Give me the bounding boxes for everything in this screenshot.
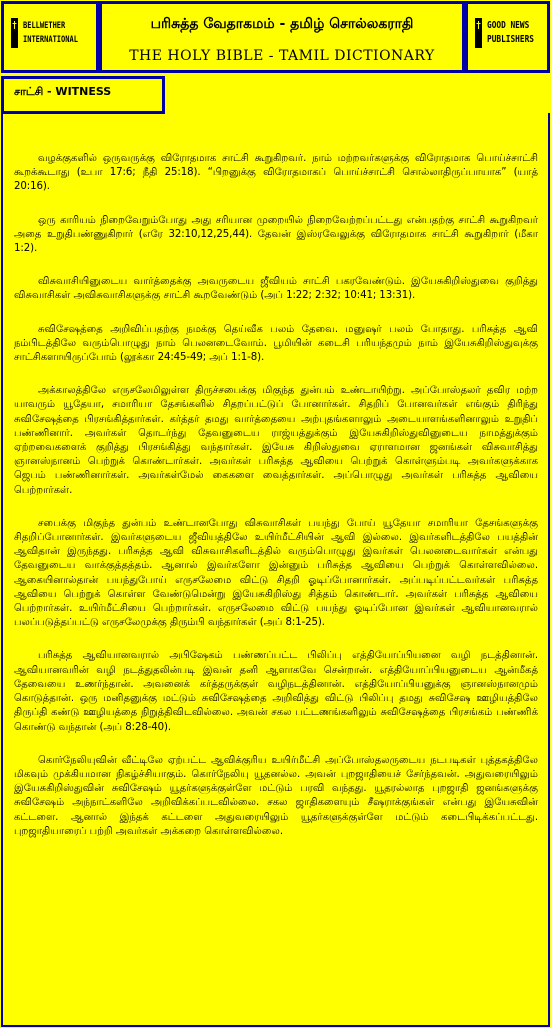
- entry-tag: சாட்சி - WITNESS: [14, 85, 112, 98]
- title-english: THE HOLY BIBLE - TAMIL DICTIONARY: [129, 48, 435, 64]
- logo-left-line1: BELLWETHER: [23, 21, 66, 31]
- paragraph: ஒரு காரியம் நிறைவேறும்போது அது சரியான முறையில் நிறைவேற்றப்பட்டது என்பதற்கு சாட்சி கூறுகிறவர் அதை உறுதிபண்ணுகிறார் (எரே 32:10,12,25,44). தேவன் இஸ்ரவேலுக்கு விரோதமாக சாட்சி கூறுகிறார் (மீகா 1:2).: [14, 214, 538, 255]
- paragraph: சபைக்கு மிகுந்த துன்பம் உண்டானபோது விசுவாசிகள் பயந்து போய் யூதேயா சமாரியா தேசங்களுக்கு சிதறிப்போனார்கள். இவர்களுடைய ஜீவியத்திலே உயிர்மீட்சியின் ஆவி இல்லை. இவர்களிடத்திலே பயத்தின் ஆவிதான் இருந்தது. பரிசுத்த ஆவி விசுவாசிகளிடத்தில் வரும்பொழுது இவர்கள் பெலனடைவார்கள் என்பது தேவனுடைய வாக்குத்தத்தம். ஆனால் இவர்களோ இன்னும் பரிசுத்த ஆவியை பெற்றுக் கொள்ளவில்லை. ஆகையினால்தான் பயந்துபோய் எருசலேமை விட்டு சிதறி ஓடிப்போனார்கள். அப்படிப்பட்டவர்கள் பரிசுத்த ஆவியை பெற்றுக் கொள்ள வேண்டுமென்று இயேசுகிறிஸ்து சித்தம் கொண்டார். அவர்கள் பரிசுத்த ஆவியை பெற்றார்கள். உயிர்மீட்சியை பெற்றார்கள். எருசலேமை விட்டு பயந்து ஓடிப்போன இவர்கள் ஆவியானவரால் பலப்படுத்தப்பட்டு எருசலேமுக்கு திரும்பி வந்தார்கள் (அப் 8:1-25).: [14, 517, 538, 629]
- bellwether-logo-box: [1, 1, 99, 73]
- good-news-logo: [474, 16, 547, 50]
- title-box: [99, 1, 465, 73]
- paragraph: கொர்நேலியுவின் வீட்டிலே ஏற்பட்ட ஆவிக்குரிய உயிர்மீட்சி அப்போஸ்தலருடைய நடபடிகள் புத்தகத்திலே மிகவும் முக்கியமான நிகழ்ச்சியாகும். கொர்நேலியு யூதனல்ல. அவன் புறஜாதியைச் சேர்ந்தவன். அதுவரையிலும் இயேசுகிறிஸ்துவின் சுவிசேஷம் யூதர்களுக்குள்ளே மட்டும் பரவி வந்தது. யூதரல்லாத புறஜாதி ஜனங்களுக்கு சுவிசேஷம் அந்நாட்களிலே அறிவிக்கப்படவில்லை. சகல ஜாதிகளையும் சீஷராக்குங்கள் என்பது இயேசுவின் கட்டளை. ஆனால் இந்தக் கட்டளை அதுவரையிலும் யூதர்களுக்குள்ளே மட்டும் கடைபிடிக்கப்பட்டது. புறஜாதியாரைப் பற்றி அவர்கள் அக்கறை கொள்ளவில்லை.: [14, 754, 538, 837]
- book-icon: [10, 16, 20, 50]
- paragraph: வழக்குகளில் ஒருவருக்கு விரோதமாக சாட்சி கூறுகிறவர். நாம் மற்றவர்களுக்கு விரோதமாக பொய்ச்சாட்சி கூறக்கூடாது (உபா 17:6; நீதி 25:18). “பிறனுக்கு விரோதமாகப் பொய்ச்சாட்சி சொல்லாதிருப்பாயாக” (யாத் 20:16).: [14, 153, 538, 193]
- paragraph: சுவிசேஷத்தை அறிவிப்பதற்கு நமக்கு தெய்வீக பலம் தேவை. மனுஷர் பலம் போதாது. பரிசுத்த ஆவி நம்பிடத்திலே வரும்பொழுது நாம் பெலனடைவோம். பூமியின் கடைசி பரியந்தமும் நாம் இயேசுகிறிஸ்துவுக்கு சாட்சிகளாயிருப்போம் (லூக்கா 24:45-49; அப் 1:1-8).: [14, 323, 538, 364]
- entry-body: [14, 152, 538, 858]
- logo-left-line2: INTERNATIONAL: [23, 35, 78, 45]
- logo-right-line1: GOOD NEWS: [487, 20, 530, 31]
- paragraph: அக்காலத்திலே எருசலேமிலுள்ள திருச்சபைக்கு மிகுந்த துன்பம் உண்டாயிற்று. அப்போஸ்தலர் தவிர மற்ற யாவரும் யூதேயா, சமாரியா தேசங்களில் சிதறப்பட்டுப் போனார்கள். சிதறிப் போனவர்கள் எங்கும் திரிந்து சுவிசேஷத்தை பிரசங்கித்தார்கள். கர்த்தர் தமது வார்த்தையை அற்புதங்களாலும் அடையாளங்களினாலும் உறுதிப் பண்ணினார். அவர்கள் தொடர்ந்து தேவனுடைய ராஜ்யத்துக்கும் இயேசுகிறிஸ்துவினுடைய நாமத்துக்கும் ஏற்றவைகளைக் குறித்து பிரசங்கித்து வந்தார்கள். இயேசு கிறிஸ்துவை ஏராளமான ஜனங்கள் விசுவாசித்து ஞானஸ்நானம் பெற்றுக் கொண்டார்கள். அவர்கள் பரிசுத்த ஆவியை பெற்றுக் கொள்ளும்படி அவர்களுக்காக ஜெபம் பண்ணினார்கள். அவர்கள்மேல் கைகளை வைத்தார்கள். அப்பொழுது அவர்கள் பரிசுத்த ஆவியை பெற்றார்கள்.: [14, 385, 538, 496]
- paragraph: பரிசுத்த ஆவியானவரால் அபிஷேகம் பண்ணப்பட்ட பிலிப்பு எத்தியோப்பியனை வழி நடத்தினான். ஆவியானவரின் வழி நடத்துதலின்படி இவன் தனி ஆளாகவே சென்றான். எத்தியோப்பியனுடைய ஆன்மீகத் தேவையை உணர்ந்தான். அவனைக் கர்த்தருக்குள் வழிநடத்தினான். எத்தியோப்பியனுக்கு ஞானஸ்நானமும் கொடுத்தான். ஒரு மனிதனுக்கு மட்டும் சுவிசேஷத்தை அறிவித்து விட்டு பிலிப்பு தமது சுவிசேஷ ஊழியத்திலே திருப்தி கண்டு ஊழியத்தை நிறுத்திவிடவில்லை. அவன் சகல பட்டணங்களிலும் சுவிசேஷத்தை பிரசங்கம் பண்ணிக் கொண்டு வந்தான் (அப் 8:28-40).: [14, 650, 538, 733]
- book-icon: [474, 16, 484, 50]
- good-news-logo-box: [465, 1, 550, 73]
- entry-tag-box: [1, 76, 165, 114]
- paragraph: விசுவாசியினுடைய வார்த்தைக்கு அவருடைய ஜீவியம் சாட்சி பகரவேண்டும். இயேசுகிறிஸ்துவை குறித்து விசுவாசிகள் அவிசுவாசிகளுக்கு சாட்சி கூறவேண்டும் (அப் 1:22; 2:32; 10:41; 13:31).: [14, 276, 538, 302]
- title-tamil: பரிசுத்த வேதாகமம் - தமிழ் சொல்லகராதி: [150, 16, 414, 32]
- logo-right-line2: PUBLISHERS: [487, 34, 534, 45]
- bellwether-logo: [10, 16, 93, 50]
